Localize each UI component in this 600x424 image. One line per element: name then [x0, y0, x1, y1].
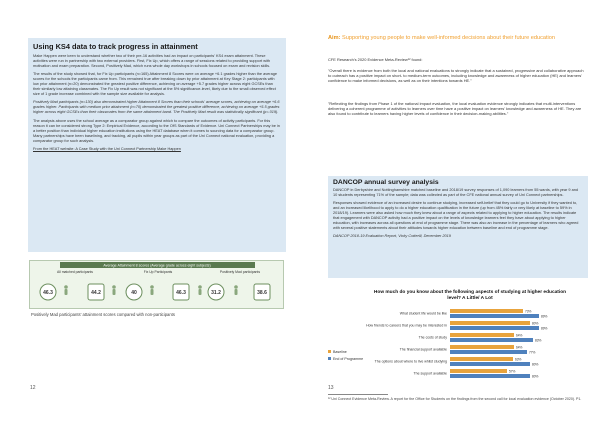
dancop-box — [328, 176, 588, 278]
dancop-para-2: Responses showed evidence of an increased desire to continue studying, increased self-belief that they could go to University if they wanted to, and an increased likelihood to apply to do a higher education qualification in the future (up from 45% fairly or very likely at baseline to 59% in 2018/19). Learners were also asked how much they knew about a range of aspects related to applying to higher education. The results indicate that engagement with DANCOP activity had a positive impact on the levels of knowledge learners feel they have about applying to higher education, with increases across all questions at end of programme stage. There was also an increase in the percentage of learners who agreed with several positive statements about their attitudes towards higher education between baseline and end of programme stage. — [333, 201, 579, 231]
bar-value-label: 83% — [535, 338, 542, 343]
review-quote-1: "Overall there is evidence from both the local and national evaluations to strongly indicate that a sustained, progressive and collaborative approach to outreach has a positive impact on short- to medium-term outcomes, including knowledge and awareness of higher education (HE) and learners' confidence to make informed decisions, as well as on their intentions towards HE." — [328, 68, 584, 84]
infographic-group-1: All matched participants — [57, 270, 93, 274]
infographic-title: Average Attainment 8 scores (Average grade across eight subjects) — [103, 263, 211, 268]
baseline-bar — [450, 357, 513, 361]
dancop-heading: DANCOP annual survey analysis — [333, 179, 439, 186]
category-label: How friends to careers that you may be interested in — [366, 323, 447, 328]
baseline-bar — [450, 321, 530, 325]
legend-label: Baseline — [333, 349, 347, 354]
infographic-group-2: Fix Up Participants — [143, 270, 173, 274]
bar-value-label: 57% — [509, 369, 516, 374]
person-icon — [112, 285, 116, 289]
category-label: The support available — [413, 371, 447, 376]
infographic-value-3: 40 — [131, 290, 137, 296]
person-icon — [198, 285, 202, 289]
case-study-para-3: Positively Mad participants (n=130) also demonstrated higher Attainment 8 Scores than their schools' average scores, achieving on average +6.6 grades higher. Participants with medium prior attainment (n=70) demonstrated the greatest positive difference, achieving on average +5.5 grades higher across eight GCSEs than their classmates from the same attainment band. The Positively Mad result was statistically significant (p=.019). — [33, 100, 280, 115]
heat-source-link[interactable]: From the HEAT website: A Case Study with the Uni Connect Partnership Make Happen — [33, 146, 181, 151]
bar-value-label: 89% — [541, 314, 548, 319]
case-study-para-1: Make Happen were keen to understand whether two of their pre-16 activities had an impact on participants' KS4 exam attainment. These activities were run in partnership with two external providers. First, Fix Up, which offers a range of sessions related to providing support with motivation and exam preparation. Second, Positively Mad, which runs whole day workshops in schools focused on exam and revision skills. — [33, 54, 271, 69]
infographic-value-2: 44.2 — [91, 290, 101, 296]
dancop-para-1: DANCOP in Derbyshire and Nottinghamshire matched baseline and 2018/19 survey responses of 1,090 learners from 55 wards, with year 9 and 10 students representing 71% of the sample; data was collected as part of the CFE national annual survey of Uni Connect partnerships. — [333, 188, 578, 198]
bar-value-label: 63% — [515, 357, 522, 362]
right-page — [300, 0, 600, 424]
aim-statement — [328, 35, 588, 42]
person-icon — [64, 285, 68, 289]
aim-label: Aim: — [328, 35, 341, 41]
end-programme-bar — [450, 338, 533, 342]
knowledge-bar-chart — [300, 306, 600, 394]
page-number-right: 13 — [328, 385, 334, 391]
infographic-value-6: 38.6 — [257, 290, 267, 296]
bar-value-label: 80% — [532, 362, 539, 367]
end-programme-bar — [450, 326, 539, 330]
category-label: What student life would be like — [399, 311, 447, 316]
chart-title: How much do you know about the following aspects of studying at higher education level? A Little/ A Lot — [373, 290, 567, 301]
infographic-caption: Positively Mad participants' attainment scores compared with non-participants — [31, 312, 175, 317]
baseline-bar — [450, 345, 514, 349]
infographic-value-4: 46.3 — [176, 290, 186, 296]
category-label: The financial support available — [399, 347, 447, 352]
page-number-left: 12 — [30, 385, 36, 391]
legend-swatch — [328, 350, 331, 353]
legend-swatch — [328, 357, 331, 360]
legend-label: End of Programme — [333, 356, 364, 361]
case-study-para-2: The results of the study showed that, for Fix Up participants (n=165) Attainment 8 Scores were on average +6.1 grades higher than the average scores for the schools the participants came from. This remained true after breaking down by prior attainment at Key Stage 2: participants with low prior attainment (n=20) demonstrated the greatest positive difference, achieving on average +5.7 grades higher across eight GCSEs than their similarly low attaining classmates. The Fix Up result was not significant at the 5% significance-level, likely due to the small observed effect size of 1 grade increase combined with the sample size available for analysis. — [33, 72, 278, 97]
baseline-bar — [450, 309, 523, 313]
end-programme-bar — [450, 314, 539, 318]
person-icon-body — [235, 289, 238, 295]
bar-value-label: 80% — [532, 374, 539, 379]
end-programme-bar — [450, 374, 530, 378]
dancop-source: DANCOP 2018-19 Evaluation Report, Vicky Cotterill, December 2019 — [333, 234, 451, 239]
infographic-value-5: 31.2 — [211, 290, 221, 296]
end-programme-bar — [450, 362, 530, 366]
category-label: The options about where to live whilst studying — [374, 359, 447, 364]
review-quote-2: "Reflecting the findings from Phase 1 of the national impact evaluation, the local evaluation evidence strongly indicates that multi-interventions delivering a coherent programme of activities to learners over time have a positive impact on learners' knowledge and awareness of HE. They are also found to contribute to learners having higher levels of confidence in their decision-making abilities." — [328, 101, 582, 117]
end-programme-bar — [450, 350, 527, 354]
bar-value-label: 77% — [529, 350, 536, 355]
case-study-heading: Using KS4 data to track progress in attainment — [33, 42, 198, 51]
bar-value-label: 64% — [516, 345, 523, 350]
case-study-para-4: The analysis above uses the school average as a comparator group against which to compare the outcomes of activity participants. For this reason it can be considered strong Type 2: Empirical Evidence, according to the OfS Standards of Evidence. Uni Connect Partnerships may be in a better position than individual higher education institutions using the HEAT database when it comes to sourcing data for a comparator group. Many partnerships have been baselining, and tracking, all pupils within year groups as part of the Uni Connect national evaluation, providing a comparator group for such analysis. — [33, 118, 280, 143]
aim-text: Supporting young people to make well-informed decisions about their future education — [342, 35, 556, 41]
person-icon-body — [65, 289, 68, 295]
case-study-box — [28, 38, 286, 252]
bar-value-label: 80% — [532, 321, 539, 326]
footnote: ¹² Uni Connect Evidence Meta-Review. A report for the Office for Students on the findings from the second call for local evaluation evidence (October 2020). P1. — [328, 397, 582, 401]
person-icon — [234, 285, 238, 289]
person-icon-body — [113, 289, 116, 295]
infographic-group-3: Positively Mad participants — [219, 270, 261, 274]
footnote-rule — [328, 394, 388, 395]
person-icon-body — [199, 289, 202, 295]
infographic-value-1: 46.3 — [43, 290, 53, 296]
baseline-bar — [450, 333, 514, 337]
baseline-bar — [450, 369, 507, 373]
bar-value-label: 73% — [525, 309, 532, 314]
infographic-svg — [30, 261, 285, 310]
attainment-infographic — [29, 260, 284, 309]
review-intro: CFE Research's 2020 Evidence Meta-Review¹² found: — [328, 57, 423, 62]
bar-value-label: 89% — [541, 326, 548, 331]
person-icon — [150, 285, 154, 289]
person-icon-body — [151, 289, 154, 295]
category-label: The costs of study — [418, 335, 447, 340]
bar-value-label: 64% — [516, 333, 523, 338]
